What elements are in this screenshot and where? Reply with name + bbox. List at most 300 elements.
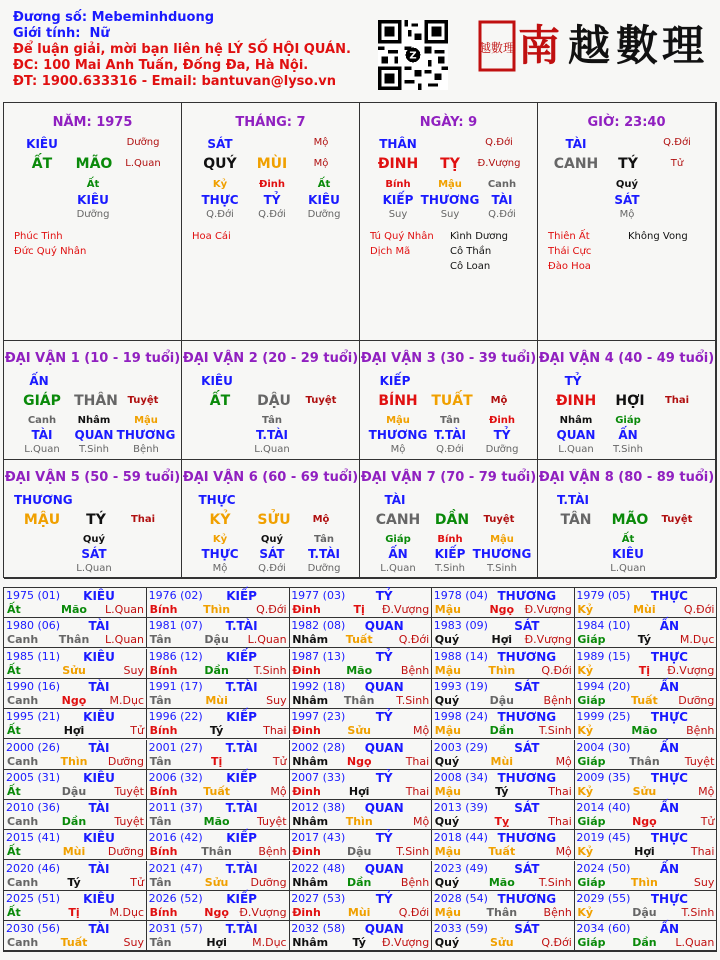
year-cell	[147, 800, 290, 830]
year-god: TÀI	[88, 679, 110, 694]
hidden-can: Canh	[487, 179, 517, 190]
year-chi: Mão	[203, 815, 230, 829]
year-can: Tân	[149, 815, 172, 829]
pillar-stage: Mộ	[313, 158, 329, 169]
year-god: THƯƠNG	[497, 831, 557, 846]
year-cell	[4, 740, 147, 770]
year-label: 1984 (10)	[576, 619, 631, 633]
dai-van-cell-7	[538, 460, 716, 579]
dv-hidden-stage: Dưỡng	[307, 563, 341, 574]
year-cell	[4, 770, 147, 800]
year-cell	[4, 921, 147, 951]
contact-line: Để luận giải, mời bạn liên hệ LÝ SỐ HỘI QUÁN.	[13, 42, 351, 57]
year-label: 2005 (31)	[6, 770, 61, 784]
dai-van-title: ĐẠI VẬN 1 (10 - 19 tuổi)	[4, 351, 181, 366]
year-chi: Ngọ	[61, 693, 87, 707]
year-chi: Tý	[209, 724, 224, 738]
year-stage: Tuyệt	[114, 784, 144, 798]
year-label: 1986 (12)	[148, 649, 203, 663]
year-cell	[574, 649, 717, 679]
year-chi: Thìn	[488, 663, 516, 677]
year-can: Tân	[149, 754, 172, 768]
year-can: Ất	[7, 663, 21, 677]
year-chi: Tuất	[630, 693, 658, 707]
year-label: 2030 (56)	[6, 922, 61, 936]
year-god: QUAN	[364, 801, 404, 816]
year-stage: Q.Đới	[541, 663, 572, 677]
year-cell	[574, 830, 717, 860]
year-can: Nhâm	[292, 633, 329, 647]
year-god: KIÊU	[83, 892, 115, 906]
dv-hidden-can: Nhâm	[77, 415, 111, 426]
dv-hidden-can: Giáp	[615, 415, 641, 426]
year-can: Giáp	[577, 875, 606, 889]
year-can: Đinh	[292, 845, 321, 859]
dv-hidden-god: THỰC	[201, 547, 239, 561]
year-chi: Thìn	[60, 754, 88, 768]
year-god: THƯƠNG	[497, 770, 557, 785]
hidden-stage: Suy	[440, 209, 460, 220]
year-stage: Tuyệt	[256, 815, 287, 829]
annual-luck-table	[3, 587, 717, 952]
year-god: T.TÀI	[225, 619, 258, 634]
year-stage: Mộ	[555, 845, 572, 859]
year-stage: Bệnh	[400, 875, 430, 889]
year-label: 2020 (46)	[6, 861, 61, 875]
year-label: 2025 (51)	[6, 892, 61, 905]
pillar-chi: MÃO	[75, 156, 113, 172]
year-cell	[4, 800, 147, 830]
year-cell	[432, 830, 575, 860]
pillar-cell-0	[4, 103, 182, 341]
pillar-can: ĐINH	[377, 156, 419, 172]
pillar-top-stage: Dưỡng	[126, 137, 160, 148]
year-god: KIÊU	[83, 710, 115, 725]
dv-hidden-god: THƯƠNG	[368, 428, 428, 442]
dv-hidden-stage: T.Sinh	[435, 563, 465, 574]
year-chi: Tuất	[60, 936, 88, 950]
year-stage: Đ.Vượng	[524, 633, 572, 647]
year-chi: Tị	[68, 906, 80, 919]
dai-van-can: KỶ	[209, 512, 231, 528]
dv-hidden-stage: Mộ	[212, 563, 228, 574]
dai-van-stage: Tuyệt	[305, 395, 337, 406]
dai-van-chi: HỢI	[615, 393, 645, 409]
year-stage: Đ.Vượng	[524, 603, 572, 616]
year-label: 1978 (04)	[433, 589, 488, 602]
hidden-god: TỶ	[263, 193, 281, 207]
pillar-top-stage: Mộ	[313, 137, 329, 148]
year-stage: Suy	[266, 693, 287, 707]
year-cell	[289, 921, 432, 951]
hidden-god: KIÊU	[308, 193, 340, 207]
pillar-chi: TỴ	[440, 156, 460, 172]
year-can: Quý	[434, 875, 460, 889]
year-cell	[4, 891, 147, 921]
year-stage: Bệnh	[543, 693, 572, 707]
name-line	[13, 10, 351, 26]
dai-van-cell-4	[4, 460, 182, 579]
dai-van-god: KIẾP	[379, 374, 411, 388]
dai-van-cell-1	[182, 341, 360, 460]
year-label: 1977 (03)	[291, 589, 346, 602]
year-stage: L.Quan	[105, 603, 144, 616]
year-can: Bính	[149, 906, 178, 919]
year-can: Quý	[434, 936, 460, 950]
year-label: 2007 (33)	[291, 770, 346, 784]
year-cell	[289, 830, 432, 860]
year-can: Tân	[149, 633, 172, 647]
year-god: QUAN	[364, 619, 404, 634]
year-stage: Mộ	[270, 784, 287, 798]
year-stage: L.Quan	[675, 936, 715, 950]
dv-hidden-god: TÀI	[31, 428, 53, 442]
year-god: SÁT	[514, 861, 540, 876]
year-chi: Thân	[486, 906, 518, 919]
year-label: 2010 (36)	[6, 801, 61, 815]
year-god: KIẾP	[226, 892, 257, 906]
year-label: 2023 (49)	[433, 861, 488, 875]
year-label: 2021 (47)	[148, 861, 203, 875]
hidden-can: Quý	[615, 179, 639, 190]
logo-char-4: 理	[662, 21, 705, 70]
year-label: 2019 (45)	[576, 831, 631, 845]
year-cell	[574, 861, 717, 891]
dv-hidden-god: T.TÀI	[256, 428, 288, 442]
year-can: Canh	[7, 633, 39, 647]
year-label: 2000 (26)	[6, 740, 61, 754]
year-chi: Sửu	[62, 663, 86, 677]
year-chi: Dần	[61, 815, 87, 829]
year-label: 2016 (42)	[148, 831, 203, 845]
pillar-stage: Đ.Vượng	[477, 158, 521, 169]
dai-van-title: ĐẠI VẬN 8 (80 - 89 tuổi)	[538, 470, 715, 485]
year-stage: Mộ	[412, 724, 430, 738]
year-god: KIẾP	[226, 710, 257, 725]
year-can: Canh	[7, 754, 39, 768]
dai-van-cell-3	[538, 341, 716, 460]
year-can: Mậu	[434, 784, 461, 798]
year-label: 2004 (30)	[576, 740, 631, 754]
year-chi: Tuất	[345, 633, 373, 647]
year-label: 1981 (07)	[148, 619, 203, 633]
year-god: THỰC	[650, 770, 688, 785]
year-can: Mậu	[434, 845, 461, 859]
year-label: 1999 (25)	[576, 710, 631, 724]
gender-value: Nữ	[89, 26, 110, 41]
year-god: QUAN	[364, 922, 404, 937]
year-cell	[289, 800, 432, 830]
year-can: Quý	[434, 693, 460, 707]
year-cell	[289, 740, 432, 770]
year-can: Giáp	[577, 693, 606, 707]
year-chi: Dậu	[632, 906, 657, 919]
year-stage: Đ.Vượng	[381, 603, 430, 616]
hidden-god: SÁT	[614, 193, 640, 207]
dv-hidden-can: Canh	[27, 415, 57, 426]
dai-van-can: ẤT	[209, 393, 231, 409]
year-label: 1998 (24)	[433, 710, 488, 724]
hidden-stage: Q.Đới	[206, 209, 234, 220]
year-stage: Q.Đới	[541, 936, 572, 950]
year-chi: Hợi	[491, 633, 513, 647]
year-chi: Tuất	[203, 784, 230, 798]
dv-hidden-god: QUAN	[556, 428, 596, 442]
year-god: TỶ	[375, 831, 393, 846]
pillar-chi: MÙI	[256, 156, 288, 172]
address-line: ĐC: 100 Mai Anh Tuấn, Đống Đa, Hà Nội.	[13, 58, 309, 73]
dai-van-chi: MÃO	[611, 512, 649, 528]
hidden-stage: Suy	[388, 209, 408, 220]
year-can: Kỷ	[577, 663, 594, 677]
year-chi: Mão	[631, 724, 658, 738]
year-cell	[432, 891, 575, 921]
year-can: Quý	[434, 815, 460, 829]
star-a: Dịch Mã	[370, 246, 411, 257]
hidden-stage: Mộ	[619, 209, 635, 220]
chart-grid	[3, 102, 717, 578]
hidden-god: THƯƠNG	[420, 193, 480, 207]
year-god: TỶ	[375, 649, 393, 664]
dv-hidden-stage: T.Sinh	[613, 444, 643, 455]
hidden-stage: Dưỡng	[307, 209, 341, 220]
hidden-god: THỰC	[201, 193, 239, 207]
year-god: KIÊU	[83, 831, 115, 846]
pillar-top-stage: Q.Đới	[485, 137, 513, 148]
year-can: Canh	[7, 815, 39, 829]
dai-van-cell-0	[4, 341, 182, 460]
pillar-cell-1	[182, 103, 360, 341]
year-label: 1991 (17)	[148, 679, 203, 693]
star-a: Tú Quý Nhân	[370, 231, 434, 242]
year-label: 1979 (05)	[576, 589, 631, 602]
year-stage: Q.Đới	[256, 603, 287, 616]
dv-hidden-can: Mậu	[490, 534, 514, 545]
pillar-main-god: KIÊU	[26, 137, 58, 151]
year-label: 1983 (09)	[433, 619, 488, 633]
pillar-title: THÁNG: 7	[235, 115, 306, 130]
seal-text: 越數理	[478, 41, 516, 55]
gender-label: Giới tính:	[13, 26, 81, 41]
year-cell	[147, 770, 290, 800]
star-b: Kình Dương	[450, 231, 509, 242]
year-cell	[289, 649, 432, 679]
dv-hidden-god: KIÊU	[612, 547, 644, 561]
year-chi: Mùi	[490, 754, 514, 768]
year-stage: Thai	[405, 754, 430, 768]
year-god: T.TÀI	[225, 801, 258, 816]
dai-van-title: ĐẠI VẬN 7 (70 - 79 tuổi)	[360, 470, 537, 485]
year-chi: Sửu	[632, 784, 657, 798]
year-cell	[289, 891, 432, 921]
year-chi: Hợi	[63, 724, 85, 738]
year-stage: Mộ	[698, 784, 715, 798]
gender-line	[13, 26, 351, 42]
year-stage: Q.Đới	[398, 633, 430, 647]
year-can: Nhâm	[292, 875, 329, 889]
year-label: 1988 (14)	[433, 649, 488, 663]
dv-hidden-stage: Q.Đới	[436, 444, 464, 455]
year-stage: Thai	[548, 784, 572, 798]
year-can: Giáp	[577, 936, 606, 950]
year-god: T.TÀI	[225, 861, 258, 876]
dai-van-title: ĐẠI VẬN 4 (40 - 49 tuổi)	[538, 351, 715, 366]
year-label: 2008 (34)	[433, 770, 488, 784]
year-can: Kỷ	[577, 784, 594, 798]
year-can: Tân	[149, 875, 172, 889]
hidden-stage: Q.Đới	[488, 209, 516, 220]
year-god: SÁT	[514, 801, 540, 816]
year-stage: Mộ	[412, 815, 430, 829]
star-a: Hoa Cái	[192, 231, 231, 242]
dv-hidden-can: Mậu	[134, 415, 158, 426]
year-chi: Sửu	[347, 724, 371, 738]
year-god: TỶ	[375, 710, 393, 725]
year-cell	[4, 618, 147, 648]
year-stage: L.Quan	[247, 633, 287, 647]
year-stage: Tử	[130, 724, 144, 738]
dai-van-cell-6	[360, 460, 538, 579]
dai-van-god: TÀI	[384, 493, 406, 507]
dv-hidden-stage: L.Quan	[558, 444, 594, 455]
year-can: Quý	[434, 754, 460, 768]
year-can: Nhâm	[292, 936, 329, 950]
year-label: 1990 (16)	[6, 679, 61, 693]
dai-van-chi: THÂN	[74, 393, 118, 409]
dv-hidden-stage: L.Quan	[610, 563, 646, 574]
year-god: KIẾP	[226, 770, 257, 785]
year-label: 1980 (06)	[6, 619, 61, 633]
year-stage: Đ.Vượng	[667, 663, 715, 677]
pillar-cell-3	[538, 103, 716, 341]
year-can: Mậu	[434, 663, 461, 677]
year-stage: Bệnh	[686, 724, 715, 738]
year-stage: Thai	[690, 845, 715, 859]
dv-hidden-god: QUAN	[74, 428, 114, 442]
year-label: 1993 (19)	[433, 679, 488, 693]
year-god: TÀI	[88, 801, 110, 816]
year-cell	[574, 679, 717, 709]
pillar-main-god: TÀI	[565, 137, 587, 151]
dai-van-can: ĐINH	[555, 393, 597, 409]
dai-van-chi: TÝ	[86, 512, 106, 528]
dai-van-title: ĐẠI VẬN 2 (20 - 29 tuổi)	[182, 351, 359, 366]
year-stage: Dưỡng	[678, 693, 715, 707]
year-label: 2028 (54)	[433, 892, 488, 905]
year-can: Giáp	[577, 754, 606, 768]
year-god: SÁT	[514, 922, 540, 937]
year-god: TÀI	[88, 922, 110, 937]
dai-van-god: T.TÀI	[557, 493, 589, 507]
dai-van-chi: DẬU	[257, 393, 291, 409]
dv-hidden-can: Giáp	[385, 534, 411, 545]
year-cell	[289, 618, 432, 648]
year-god: THƯƠNG	[497, 649, 557, 664]
year-cell	[432, 618, 575, 648]
year-chi: Thân	[201, 845, 232, 859]
year-chi: Hợi	[348, 784, 370, 798]
year-cell	[432, 921, 575, 951]
year-cell	[432, 709, 575, 739]
year-chi: Ngọ	[204, 906, 229, 919]
year-stage: T.Sinh	[396, 693, 430, 707]
year-god: SÁT	[514, 740, 540, 755]
dai-van-stage: Thai	[130, 514, 156, 525]
year-label: 2006 (32)	[148, 770, 203, 784]
dai-van-can: MẬU	[23, 512, 61, 528]
year-label: 2029 (55)	[576, 892, 631, 905]
year-chi: Tý	[637, 633, 652, 647]
year-chi: Tị	[353, 603, 365, 616]
year-label: 2011 (37)	[148, 801, 203, 815]
year-can: Bính	[149, 724, 178, 738]
year-god: T.TÀI	[225, 740, 258, 755]
dai-van-stage: Thai	[664, 395, 690, 406]
dv-hidden-stage: L.Quan	[76, 563, 112, 574]
year-stage: T.Sinh	[538, 875, 572, 889]
year-label: 2033 (59)	[433, 922, 488, 936]
year-chi: Tý	[495, 784, 509, 798]
year-cell	[147, 891, 290, 921]
year-chi: Tỵ	[494, 815, 510, 829]
year-god: QUAN	[364, 679, 404, 694]
dai-van-title: ĐẠI VẬN 3 (30 - 39 tuổi)	[360, 351, 537, 366]
year-stage: M.Dục	[679, 633, 715, 647]
year-chi: Tị	[210, 754, 223, 768]
year-label: 2001 (27)	[148, 740, 203, 754]
year-label: 1997 (23)	[291, 710, 346, 724]
year-cell	[432, 800, 575, 830]
year-god: ẤN	[659, 801, 680, 816]
star-b: Cô Thần	[450, 246, 492, 257]
pillar-title: GIỜ: 23:40	[587, 115, 666, 130]
year-chi: Dậu	[204, 633, 229, 647]
year-chi: Mùi	[347, 906, 371, 919]
dv-hidden-stage: T.Sinh	[487, 563, 517, 574]
year-stage: Tử	[130, 875, 144, 889]
year-label: 2009 (35)	[576, 770, 631, 784]
year-label: 1985 (11)	[6, 649, 61, 663]
star-a: Thiên Ất	[548, 231, 590, 242]
year-cell	[289, 709, 432, 739]
hidden-god: KIẾP	[382, 193, 414, 207]
year-can: Mậu	[434, 603, 461, 616]
dv-hidden-stage: L.Quan	[380, 563, 416, 574]
year-label: 2018 (44)	[433, 831, 488, 845]
year-god: TÀI	[88, 861, 110, 876]
year-can: Bính	[149, 663, 178, 677]
year-cell	[147, 861, 290, 891]
year-can: Quý	[434, 633, 460, 647]
year-cell	[432, 679, 575, 709]
star-a: Phúc Tinh	[14, 231, 63, 242]
year-cell	[147, 830, 290, 860]
hidden-god: KIÊU	[77, 193, 109, 207]
year-chi: Mão	[61, 603, 87, 616]
year-chi: Dần	[632, 936, 657, 950]
year-stage: Dưỡng	[250, 875, 287, 889]
dai-van-stage: Mộ	[490, 395, 508, 406]
star-a: Đức Quý Nhân	[14, 246, 87, 257]
year-chi: Dần	[204, 663, 229, 677]
pillar-can: ẤT	[31, 156, 53, 172]
year-chi: Ngọ	[632, 815, 657, 829]
qr-code-icon[interactable]	[378, 20, 448, 90]
name-value: Mebeminhduong	[91, 10, 215, 25]
year-chi: Dậu	[489, 693, 514, 707]
year-label: 2002 (28)	[291, 740, 346, 754]
star-b: Không Vong	[628, 231, 688, 242]
